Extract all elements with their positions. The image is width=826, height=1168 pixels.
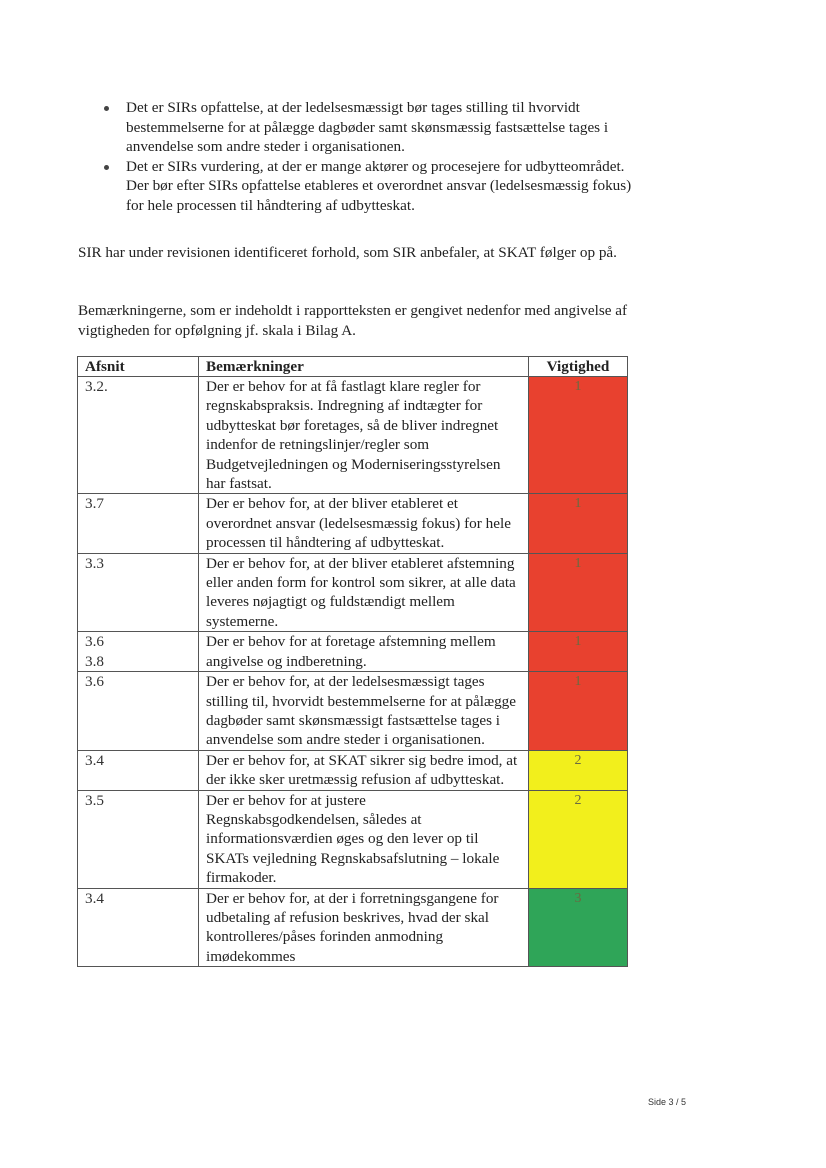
remark-cell: Der er behov for at justere Regnskabsgodkendelsen, således at informationsværdien øges og den lever op til SKATs vejledning Regnskabsafslutning – lokale firmakoder. xyxy=(199,790,529,888)
section-cell: 3.3 xyxy=(78,553,199,632)
section-cell: 3.6 3.8 xyxy=(78,632,199,672)
table-row xyxy=(78,494,628,553)
section-cell: 3.4 xyxy=(78,888,199,967)
importance-cell: 2 xyxy=(529,750,628,790)
bullet-text: Det er SIRs opfattelse, at der ledelsesmæssigt bør tages stilling til hvorvidt bestemmelserne for at pålægge dagbøder samt skønsmæssig fastsættelse tages i anvendelse som andre steder i organisationen. xyxy=(126,99,609,156)
table-row xyxy=(78,553,628,632)
section-cell: 3.2. xyxy=(78,377,199,494)
header-remarks: Bemærkninger xyxy=(199,357,529,377)
bullet-item xyxy=(100,98,640,157)
remark-cell: Der er behov for, at der i forretningsgangene for udbetaling af refusion beskrives, hvad der skal kontrolleres/påses forinden anmodning imødekommes xyxy=(199,888,529,967)
table-row xyxy=(78,672,628,751)
remark-cell: Der er behov for, at der ledelsesmæssigt tages stilling til, hvorvidt bestemmelserne for at pålægge dagbøder samt skønsmæssigt fastsættelse tages i anvendelse som andre steder i organisationen. xyxy=(199,672,529,751)
section-cell: 3.6 xyxy=(78,672,199,751)
importance-cell: 1 xyxy=(529,494,628,553)
remarks-intro-paragraph: Bemærkningerne, som er indeholdt i rapportteksten er gengivet nedenfor med angivelse af vigtigheden for opfølgning jf. skala i Bilag A. xyxy=(78,302,628,339)
bullet-dot-icon xyxy=(104,106,109,111)
importance-cell: 2 xyxy=(529,790,628,888)
importance-cell: 1 xyxy=(529,632,628,672)
remark-cell: Der er behov for, at SKAT sikrer sig bedre imod, at der ikke sker uretmæssig refusion af udbytteskat. xyxy=(199,750,529,790)
remark-cell: Der er behov for at foretage afstemning mellem angivelse og indberetning. xyxy=(199,632,529,672)
table-row xyxy=(78,632,628,672)
header-section: Afsnit xyxy=(78,357,199,377)
table-row xyxy=(78,790,628,888)
section-cell: 3.7 xyxy=(78,494,199,553)
table-row xyxy=(78,377,628,494)
bullet-item xyxy=(100,157,640,216)
remark-cell: Der er behov for at få fastlagt klare regler for regnskabspraksis. Indregning af indtægter for udbytteskat bør foretages, så de bliver indregnet indenfor de retningslinjer/regler som Budgetvejledningen og Moderniseringsstyrelsen har fastsat. xyxy=(199,377,529,494)
table-header-row xyxy=(78,357,628,377)
importance-cell: 1 xyxy=(529,377,628,494)
bullet-list xyxy=(100,98,640,216)
remarks-table-body xyxy=(78,377,628,967)
importance-cell: 1 xyxy=(529,553,628,632)
page-number: Side 3 / 5 xyxy=(648,1097,687,1107)
identified-paragraph: SIR har under revisionen identificeret forhold, som SIR anbefaler, at SKAT følger op på. xyxy=(78,244,617,261)
table-row xyxy=(78,750,628,790)
remark-cell: Der er behov for, at der bliver etableret et overordnet ansvar (ledelsesmæssig fokus) for hele processen til håndtering af udbytteskat. xyxy=(199,494,529,553)
bullet-dot-icon xyxy=(104,165,109,170)
importance-cell: 3 xyxy=(529,888,628,967)
importance-cell: 1 xyxy=(529,672,628,751)
section-cell: 3.5 xyxy=(78,790,199,888)
table-row xyxy=(78,888,628,967)
header-importance: Vigtighed xyxy=(529,357,628,377)
remarks-table xyxy=(77,356,628,967)
bullet-text: Det er SIRs vurdering, at der er mange aktører og procesejere for udbytteområdet. Der bør efter SIRs opfattelse etableres et overordnet ansvar (ledelsesmæssig fokus) for hele processen til håndtering af udbytteskat. xyxy=(126,157,632,214)
section-cell: 3.4 xyxy=(78,750,199,790)
remark-cell: Der er behov for, at der bliver etableret afstemning eller anden form for kontrol som sikrer, at alle data leveres nøjagtigt og fuldstændigt mellem systemerne. xyxy=(199,553,529,632)
